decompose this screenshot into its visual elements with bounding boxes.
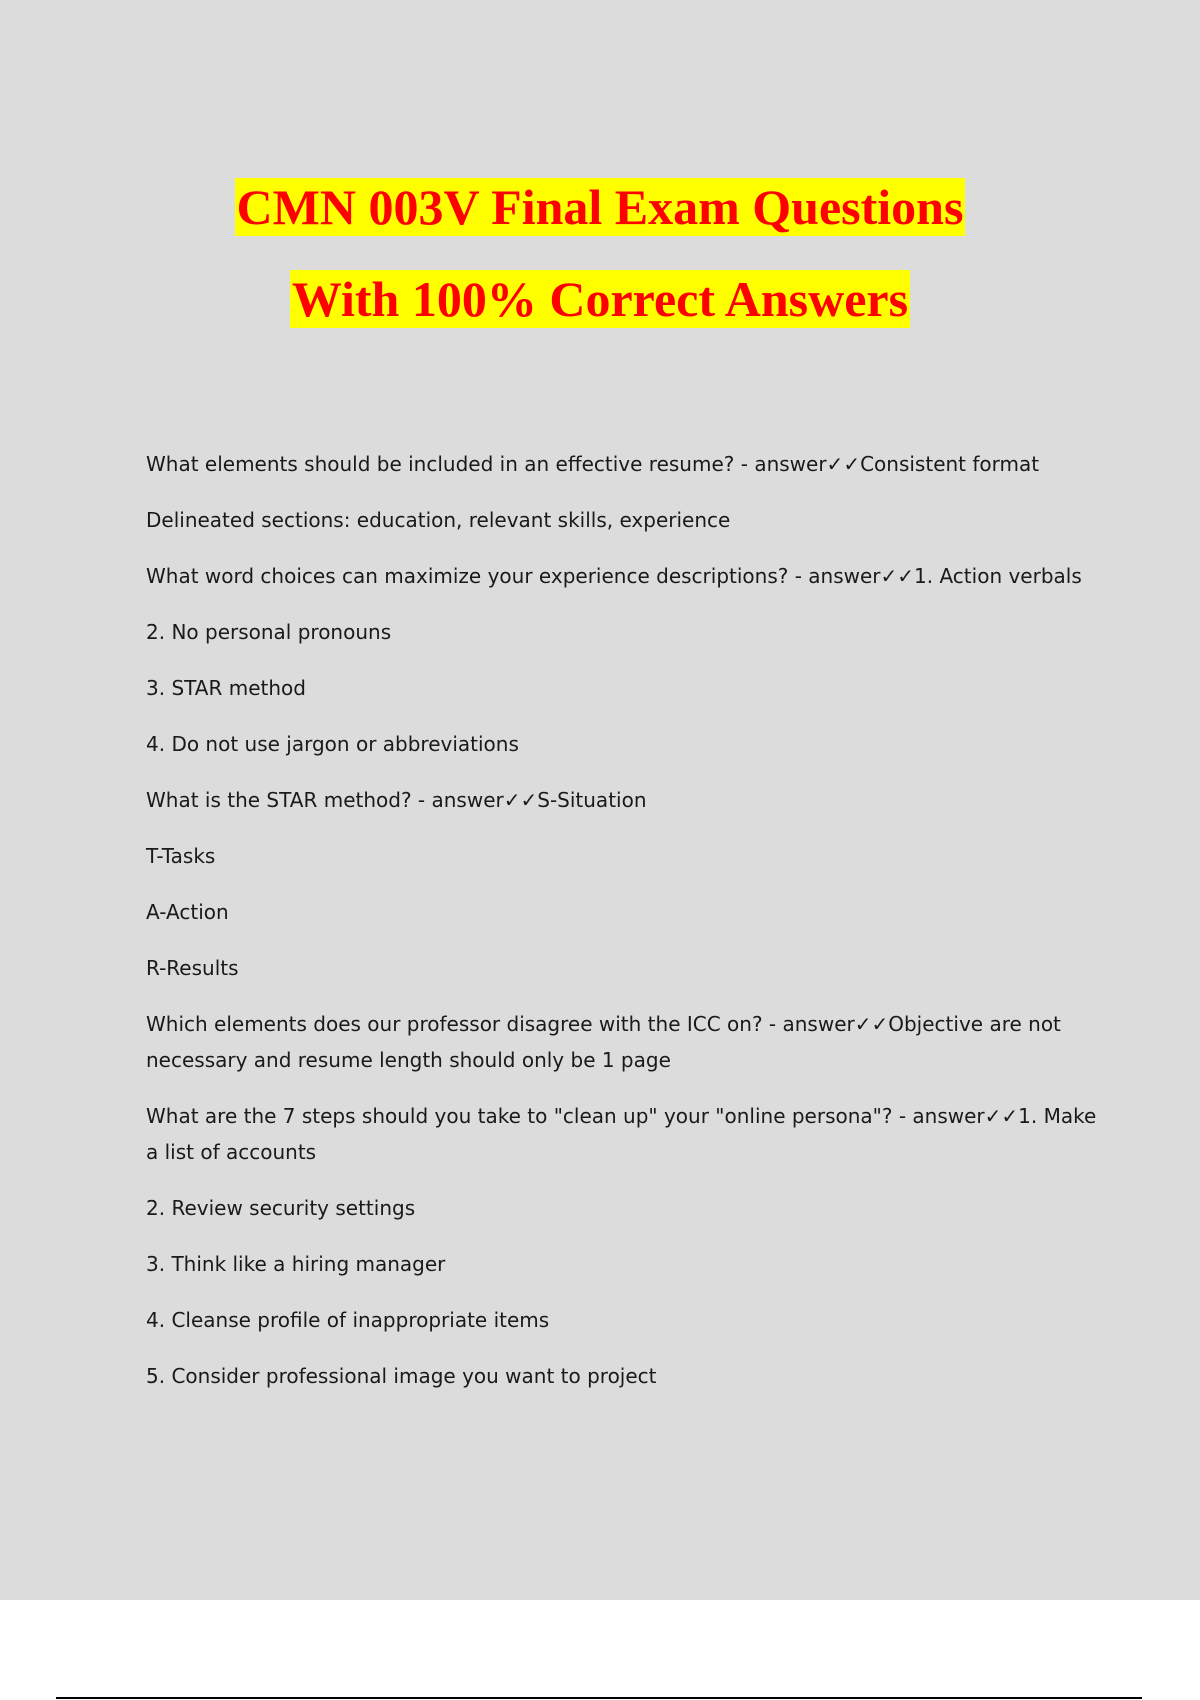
- paragraph-line: Which elements does our professor disagree with the ICC on? - answer✓✓Objective are not: [146, 1012, 1061, 1036]
- text-line: T-Tasks: [146, 844, 216, 868]
- text-line: R-Results: [146, 956, 239, 980]
- text-line: 5. Consider professional image you want to project: [146, 1364, 657, 1388]
- footer-divider: [56, 1697, 1142, 1699]
- text-paragraph: [146, 1098, 1096, 1170]
- text-line: Delineated sections: education, relevant skills, experience: [146, 508, 731, 532]
- text-line: 4. Cleanse profile of inappropriate items: [146, 1308, 550, 1332]
- text-line: A-Action: [146, 900, 229, 924]
- text-line: What elements should be included in an effective resume? - answer✓✓Consistent format: [146, 452, 1040, 476]
- text-line: What word choices can maximize your experience descriptions? - answer✓✓1. Action verbals: [146, 564, 1082, 588]
- text-line: 2. No personal pronouns: [146, 620, 392, 644]
- title-line-1: CMN 003V Final Exam Questions: [236, 179, 964, 235]
- text-line: What is the STAR method? - answer✓✓S-Situation: [146, 788, 647, 812]
- paragraph-line: necessary and resume length should only be 1 page: [146, 1048, 671, 1072]
- text-line: 4. Do not use jargon or abbreviations: [146, 732, 519, 756]
- paragraph-line: a list of accounts: [146, 1140, 317, 1164]
- paragraph-line: What are the 7 steps should you take to "clean up" your "online persona"? - answer✓✓1. Make: [146, 1104, 1097, 1128]
- text-line: 3. Think like a hiring manager: [146, 1252, 446, 1276]
- document-body: [146, 446, 1096, 1394]
- text-paragraph: [146, 1006, 1096, 1078]
- text-line: 3. STAR method: [146, 676, 306, 700]
- text-line: 2. Review security settings: [146, 1196, 416, 1220]
- title-line-2: With 100% Correct Answers: [291, 271, 909, 327]
- document-title: [0, 178, 1200, 328]
